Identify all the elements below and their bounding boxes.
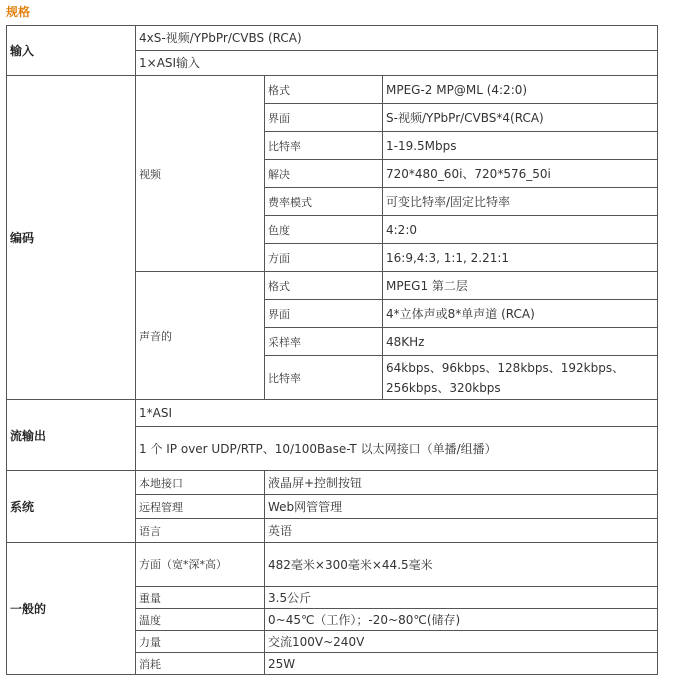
spec-label: 远程管理 bbox=[136, 495, 265, 519]
spec-label: 方面 bbox=[265, 244, 383, 272]
spec-label: 重量 bbox=[136, 587, 265, 609]
spec-label: 界面 bbox=[265, 300, 383, 328]
table-row bbox=[7, 543, 658, 587]
spec-label: 方面（宽*深*高） bbox=[136, 543, 265, 587]
spec-label: 色度 bbox=[265, 216, 383, 244]
spec-value: 英语 bbox=[265, 519, 658, 543]
spec-value: 交流100V~240V bbox=[265, 631, 658, 653]
section-stream-output: 流输出 bbox=[7, 400, 136, 471]
spec-label: 消耗 bbox=[136, 653, 265, 675]
stream-output-value: 1 个 IP over UDP/RTP、10/100Base-T 以太网接口（单播/组播） bbox=[136, 427, 658, 471]
spec-value: 16:9,4:3, 1:1, 2.21:1 bbox=[383, 244, 658, 272]
spec-label: 本地接口 bbox=[136, 471, 265, 495]
spec-value: 720*480_60i、720*576_50i bbox=[383, 160, 658, 188]
table-row bbox=[7, 76, 658, 104]
spec-value: S-视频/YPbPr/CVBS*4(RCA) bbox=[383, 104, 658, 132]
spec-value: MPEG-2 MP@ML (4:2:0) bbox=[383, 76, 658, 104]
spec-value: 0~45℃（工作）；-20~80℃(储存) bbox=[265, 609, 658, 631]
spec-label: 语言 bbox=[136, 519, 265, 543]
encoding-audio-label: 声音的 bbox=[136, 272, 265, 400]
spec-label: 格式 bbox=[265, 272, 383, 300]
spec-label: 采样率 bbox=[265, 328, 383, 356]
spec-value: 1-19.5Mbps bbox=[383, 132, 658, 160]
spec-label: 力量 bbox=[136, 631, 265, 653]
section-encoding: 编码 bbox=[7, 76, 136, 400]
spec-table bbox=[6, 25, 658, 675]
table-row bbox=[7, 400, 658, 427]
spec-value: 64kbps、96kbps、128kbps、192kbps、256kbps、320kbps bbox=[383, 356, 658, 400]
spec-label: 温度 bbox=[136, 609, 265, 631]
spec-value: 3.5公斤 bbox=[265, 587, 658, 609]
spec-value: 482毫米×300毫米×44.5毫米 bbox=[265, 543, 658, 587]
spec-label: 界面 bbox=[265, 104, 383, 132]
spec-value: 液晶屏+控制按钮 bbox=[265, 471, 658, 495]
section-system: 系统 bbox=[7, 471, 136, 543]
spec-value: MPEG1 第二层 bbox=[383, 272, 658, 300]
spec-value: 25W bbox=[265, 653, 658, 675]
spec-label: 费率模式 bbox=[265, 188, 383, 216]
table-row bbox=[7, 26, 658, 51]
spec-label: 解决 bbox=[265, 160, 383, 188]
page-heading: 规格 bbox=[6, 5, 31, 19]
spec-value: 4:2:0 bbox=[383, 216, 658, 244]
spec-label: 比特率 bbox=[265, 356, 383, 400]
spec-value: 48KHz bbox=[383, 328, 658, 356]
section-general: 一般的 bbox=[7, 543, 136, 675]
input-value: 4xS-视频/YPbPr/CVBS (RCA) bbox=[136, 26, 658, 51]
encoding-video-label: 视频 bbox=[136, 76, 265, 272]
spec-label: 比特率 bbox=[265, 132, 383, 160]
spec-value: Web网管管理 bbox=[265, 495, 658, 519]
input-value: 1×ASI输入 bbox=[136, 51, 658, 76]
spec-label: 格式 bbox=[265, 76, 383, 104]
spec-value: 可变比特率/固定比特率 bbox=[383, 188, 658, 216]
spec-value: 4*立体声或8*单声道 (RCA) bbox=[383, 300, 658, 328]
stream-output-value: 1*ASI bbox=[136, 400, 658, 427]
section-input: 输入 bbox=[7, 26, 136, 76]
table-row bbox=[7, 471, 658, 495]
